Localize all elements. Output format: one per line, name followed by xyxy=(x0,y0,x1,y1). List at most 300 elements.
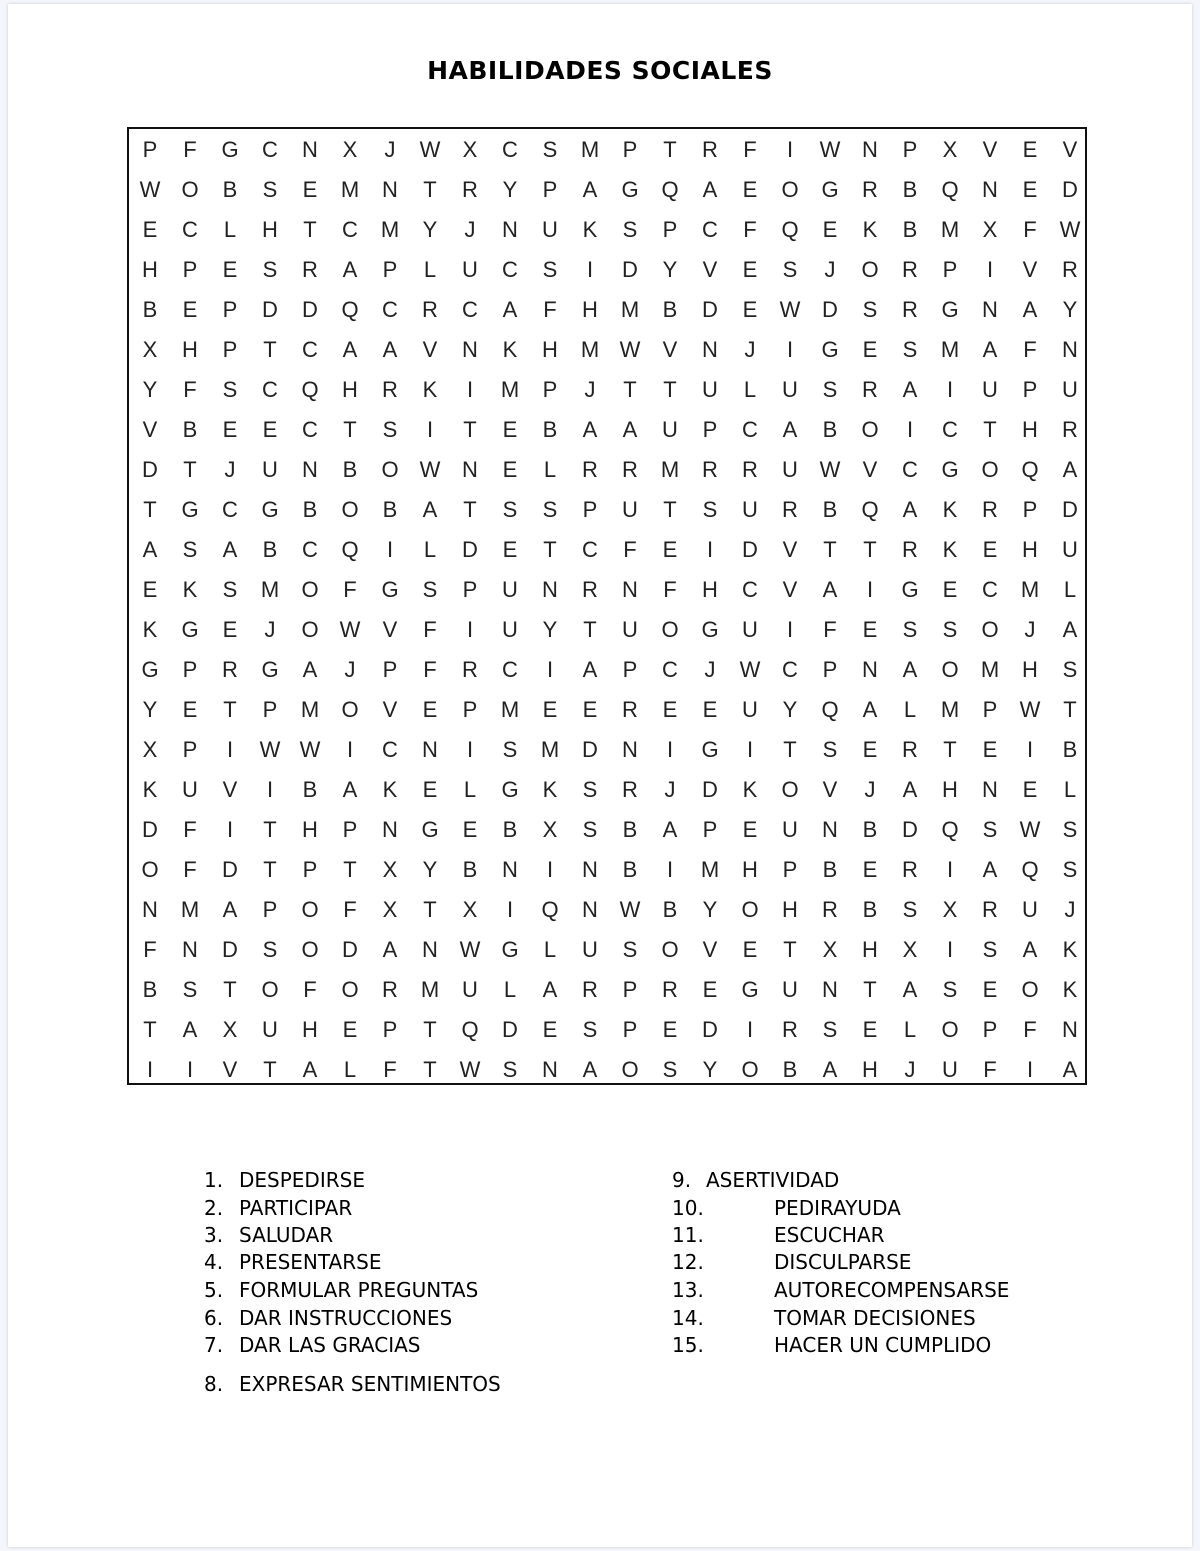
grid-cell: P xyxy=(462,697,478,722)
grid-cell: V xyxy=(222,1057,238,1082)
grid-cell: V xyxy=(222,777,238,802)
word-item: ASERTIVIDAD xyxy=(706,1168,840,1192)
grid-cell: Y xyxy=(782,697,798,722)
grid-cell: O xyxy=(141,857,159,882)
grid-cell: I xyxy=(266,777,274,802)
grid-cell: J xyxy=(224,457,236,482)
grid-cell: S xyxy=(582,1017,598,1042)
grid-cell: O xyxy=(861,257,879,282)
word-number: 5. xyxy=(204,1278,224,1302)
grid-cell: E xyxy=(422,697,438,722)
word-item: TOMAR DECISIONES xyxy=(774,1306,976,1330)
grid-cell: J xyxy=(1024,617,1036,642)
grid-cell: B xyxy=(542,417,558,442)
grid-cell: Y xyxy=(502,177,518,202)
grid-cell: P xyxy=(382,257,398,282)
grid-cell: H xyxy=(1022,657,1038,682)
grid-cell: L xyxy=(1063,577,1077,602)
grid-cell: M xyxy=(940,217,960,242)
grid-cell: S xyxy=(582,817,598,842)
grid-cell: N xyxy=(542,577,558,602)
grid-cell: S xyxy=(182,537,198,562)
grid-cell: L xyxy=(543,457,557,482)
grid-cell: F xyxy=(143,937,157,962)
grid-cell: V xyxy=(782,577,798,602)
grid-cell: X xyxy=(902,937,918,962)
grid-cell: D xyxy=(222,857,238,882)
grid-cell: U xyxy=(262,1017,278,1042)
grid-cell: P xyxy=(582,497,598,522)
grid-cell: K xyxy=(382,777,398,802)
grid-cell: R xyxy=(662,977,678,1002)
word-number: 12. xyxy=(672,1250,704,1274)
grid-cell: M xyxy=(700,857,720,882)
grid-cell: E xyxy=(262,417,278,442)
grid-cell: J xyxy=(824,257,836,282)
grid-cell: C xyxy=(502,657,518,682)
grid-cell: E xyxy=(502,457,518,482)
word-item: PRESENTARSE xyxy=(239,1250,382,1274)
grid-cell: S xyxy=(1062,817,1078,842)
grid-cell: M xyxy=(380,217,400,242)
grid-cell: L xyxy=(903,697,917,722)
grid-cell: I xyxy=(1026,737,1034,762)
grid-cell: L xyxy=(423,537,437,562)
grid-cell: E xyxy=(1022,137,1038,162)
grid-cell: T xyxy=(663,377,677,402)
page-title: HABILIDADES SOCIALES xyxy=(427,56,773,85)
word-item: HACER UN CUMPLIDO xyxy=(774,1333,992,1357)
grid-cell: X xyxy=(142,737,158,762)
grid-cell: C xyxy=(982,577,998,602)
grid-cell: P xyxy=(182,257,198,282)
word-number: 14. xyxy=(672,1306,704,1330)
grid-cell: O xyxy=(981,457,999,482)
grid-cell: T xyxy=(783,737,797,762)
grid-cell: M xyxy=(660,457,680,482)
grid-cell: F xyxy=(663,577,677,602)
grid-cell: D xyxy=(702,297,718,322)
grid-cell: R xyxy=(582,977,598,1002)
grid-cell: F xyxy=(1023,217,1037,242)
grid-cell: E xyxy=(862,1017,878,1042)
grid-cell: I xyxy=(786,617,794,642)
grid-cell: C xyxy=(302,337,318,362)
grid-cell: N xyxy=(862,657,878,682)
grid-cell: G xyxy=(941,457,959,482)
grid-cell: F xyxy=(383,1057,397,1082)
grid-cell: L xyxy=(503,977,517,1002)
grid-cell: U xyxy=(582,937,598,962)
grid-cell: P xyxy=(622,1017,638,1042)
word-item: DESPEDIRSE xyxy=(239,1168,365,1192)
grid-cell: B xyxy=(222,177,238,202)
grid-cell: W xyxy=(619,897,641,922)
grid-cell: N xyxy=(502,217,518,242)
grid-cell: T xyxy=(423,1057,437,1082)
grid-cell: M xyxy=(940,697,960,722)
grid-cell: Y xyxy=(702,897,718,922)
grid-cell: M xyxy=(260,577,280,602)
grid-cell: C xyxy=(382,737,398,762)
grid-cell: R xyxy=(862,377,878,402)
grid-cell: C xyxy=(902,457,918,482)
grid-cell: P xyxy=(262,697,278,722)
grid-cell: B xyxy=(902,217,918,242)
grid-cell: U xyxy=(782,457,798,482)
grid-cell: M xyxy=(300,697,320,722)
grid-cell: V xyxy=(1062,137,1078,162)
grid-cell: K xyxy=(142,777,158,802)
grid-cell: A xyxy=(382,337,398,362)
grid-cell: R xyxy=(982,497,998,522)
grid-cell: L xyxy=(743,377,757,402)
grid-cell: O xyxy=(981,617,999,642)
grid-cell: H xyxy=(702,577,718,602)
grid-cell: R xyxy=(702,457,718,482)
grid-cell: Y xyxy=(422,857,438,882)
grid-cell: E xyxy=(942,577,958,602)
grid-cell: O xyxy=(661,937,679,962)
grid-cell: U xyxy=(502,617,518,642)
grid-cell: S xyxy=(942,977,958,1002)
grid-cell: B xyxy=(342,457,358,482)
grid-cell: B xyxy=(462,857,478,882)
grid-cell: S xyxy=(982,817,998,842)
grid-cell: H xyxy=(262,217,278,242)
grid-cell: U xyxy=(502,577,518,602)
grid-cell: E xyxy=(862,617,878,642)
grid-cell: F xyxy=(183,857,197,882)
word-number: 9. xyxy=(672,1168,692,1192)
grid-cell: A xyxy=(222,897,238,922)
grid-cell: N xyxy=(982,177,998,202)
grid-cell: O xyxy=(381,457,399,482)
grid-cell: R xyxy=(622,457,638,482)
grid-cell: N xyxy=(422,737,438,762)
grid-cell: R xyxy=(622,777,638,802)
grid-cell: F xyxy=(823,617,837,642)
grid-cell: H xyxy=(302,1017,318,1042)
grid-cell: A xyxy=(422,497,438,522)
grid-cell: X xyxy=(942,897,958,922)
grid-cell: O xyxy=(941,1017,959,1042)
grid-cell: E xyxy=(742,817,758,842)
grid-cell: R xyxy=(382,377,398,402)
grid-cell: N xyxy=(1062,337,1078,362)
grid-cell: G xyxy=(741,977,759,1002)
grid-cell: X xyxy=(462,137,478,162)
grid-cell: U xyxy=(782,817,798,842)
grid-cell: E xyxy=(862,857,878,882)
grid-cell: W xyxy=(819,457,841,482)
grid-cell: F xyxy=(183,377,197,402)
word-item: DISCULPARSE xyxy=(774,1250,912,1274)
grid-cell: E xyxy=(702,977,718,1002)
grid-cell: O xyxy=(1021,977,1039,1002)
grid-cell: K xyxy=(422,377,438,402)
grid-cell: G xyxy=(181,497,199,522)
grid-cell: L xyxy=(343,1057,357,1082)
grid-cell: S xyxy=(862,297,878,322)
grid-cell: U xyxy=(982,377,998,402)
grid-cell: A xyxy=(302,1057,318,1082)
grid-cell: W xyxy=(339,617,361,642)
grid-cell: S xyxy=(262,177,278,202)
grid-cell: J xyxy=(264,617,276,642)
grid-cell: S xyxy=(782,257,798,282)
grid-cell: L xyxy=(423,257,437,282)
grid-cell: E xyxy=(222,617,238,642)
grid-cell: B xyxy=(142,977,158,1002)
grid-cell: P xyxy=(622,977,638,1002)
grid-cell: P xyxy=(1022,497,1038,522)
grid-cell: G xyxy=(261,497,279,522)
grid-cell: E xyxy=(1022,777,1038,802)
grid-cell: E xyxy=(742,937,758,962)
grid-cell: A xyxy=(502,297,518,322)
grid-cell: N xyxy=(702,337,718,362)
grid-cell: D xyxy=(742,537,758,562)
grid-cell: Q xyxy=(941,177,959,202)
grid-cell: E xyxy=(142,577,158,602)
grid-cell: E xyxy=(982,537,998,562)
grid-cell: W xyxy=(459,1057,481,1082)
grid-cell: R xyxy=(742,457,758,482)
word-number: 6. xyxy=(204,1306,224,1330)
grid-cell: I xyxy=(466,377,474,402)
grid-cell: N xyxy=(302,457,318,482)
grid-cell: L xyxy=(1063,777,1077,802)
word-number: 1. xyxy=(204,1168,224,1192)
grid-cell: N xyxy=(422,937,438,962)
grid-cell: G xyxy=(141,657,159,682)
grid-cell: P xyxy=(622,657,638,682)
grid-cell: D xyxy=(702,1017,718,1042)
grid-cell: R xyxy=(1062,417,1078,442)
grid-cell: T xyxy=(863,977,877,1002)
grid-cell: T xyxy=(583,617,597,642)
grid-cell: G xyxy=(501,777,519,802)
grid-cell: A xyxy=(902,977,918,1002)
grid-cell: C xyxy=(262,377,278,402)
grid-cell: X xyxy=(982,217,998,242)
grid-cell: V xyxy=(382,697,398,722)
grid-cell: R xyxy=(302,257,318,282)
grid-cell: E xyxy=(422,777,438,802)
grid-cell: R xyxy=(902,857,918,882)
grid-cell: Q xyxy=(301,377,319,402)
grid-cell: S xyxy=(942,617,958,642)
grid-cell: Q xyxy=(541,897,559,922)
grid-cell: J xyxy=(904,1057,916,1082)
grid-cell: I xyxy=(1026,1057,1034,1082)
grid-cell: H xyxy=(1022,417,1038,442)
grid-cell: H xyxy=(742,857,758,882)
grid-cell: B xyxy=(302,777,318,802)
grid-cell: M xyxy=(500,377,520,402)
grid-cell: D xyxy=(302,297,318,322)
word-item: AUTORECOMPENSARSE xyxy=(774,1278,1010,1302)
grid-cell: T xyxy=(263,817,277,842)
grid-cell: X xyxy=(942,137,958,162)
grid-cell: M xyxy=(180,897,200,922)
grid-cell: A xyxy=(582,417,598,442)
grid-cell: J xyxy=(664,777,676,802)
word-search-grid xyxy=(127,127,1087,1085)
grid-cell: C xyxy=(702,217,718,242)
grid-cell: X xyxy=(822,937,838,962)
grid-cell: S xyxy=(622,217,638,242)
grid-cell: G xyxy=(381,577,399,602)
grid-cell: I xyxy=(866,577,874,602)
grid-cell: J xyxy=(344,657,356,682)
grid-cell: T xyxy=(263,1057,277,1082)
grid-cell: J xyxy=(864,777,876,802)
grid-cell: X xyxy=(462,897,478,922)
grid-cell: U xyxy=(782,977,798,1002)
grid-cell: S xyxy=(822,377,838,402)
grid-cell: R xyxy=(982,897,998,922)
grid-cell: E xyxy=(822,217,838,242)
word-number: 8. xyxy=(204,1372,224,1396)
grid-cell: C xyxy=(262,137,278,162)
grid-cell: V xyxy=(662,337,678,362)
grid-cell: B xyxy=(502,817,518,842)
grid-cell: T xyxy=(423,1017,437,1042)
grid-cell: I xyxy=(746,1017,754,1042)
grid-cell: N xyxy=(982,777,998,802)
grid-cell: H xyxy=(1022,537,1038,562)
grid-cell: U xyxy=(742,617,758,642)
grid-cell: S xyxy=(902,897,918,922)
grid-cell: A xyxy=(982,857,998,882)
grid-cell: E xyxy=(582,697,598,722)
grid-cell: F xyxy=(543,297,557,322)
grid-cell: R xyxy=(222,657,238,682)
grid-cell: P xyxy=(822,657,838,682)
grid-cell: R xyxy=(702,137,718,162)
word-item: PEDIRAYUDA xyxy=(774,1196,901,1220)
grid-cell: I xyxy=(666,737,674,762)
word-number: 3. xyxy=(204,1223,224,1247)
grid-cell: T xyxy=(663,137,677,162)
grid-cell: O xyxy=(741,1057,759,1082)
grid-cell: R xyxy=(822,897,838,922)
grid-cell: P xyxy=(702,417,718,442)
grid-cell: R xyxy=(1062,257,1078,282)
grid-cell: E xyxy=(142,217,158,242)
grid-cell: P xyxy=(222,297,238,322)
grid-cell: D xyxy=(502,1017,518,1042)
grid-cell: B xyxy=(662,297,678,322)
grid-cell: N xyxy=(542,1057,558,1082)
grid-cell: V xyxy=(702,937,718,962)
grid-cell: R xyxy=(902,737,918,762)
grid-cell: T xyxy=(463,417,477,442)
grid-cell: T xyxy=(303,217,317,242)
grid-cell: C xyxy=(582,537,598,562)
grid-cell: I xyxy=(386,537,394,562)
grid-cell: T xyxy=(863,537,877,562)
grid-cell: Q xyxy=(1021,857,1039,882)
grid-cell: V xyxy=(422,337,438,362)
grid-cell: C xyxy=(302,537,318,562)
grid-cell: O xyxy=(861,417,879,442)
grid-cell: R xyxy=(782,497,798,522)
grid-cell: M xyxy=(580,137,600,162)
grid-cell: T xyxy=(463,497,477,522)
grid-cell: B xyxy=(622,817,638,842)
grid-cell: U xyxy=(542,217,558,242)
grid-cell: I xyxy=(546,657,554,682)
grid-cell: W xyxy=(739,657,761,682)
grid-cell: N xyxy=(982,297,998,322)
grid-cell: W xyxy=(459,937,481,962)
grid-cell: V xyxy=(702,257,718,282)
grid-cell: A xyxy=(582,177,598,202)
grid-cell: D xyxy=(582,737,598,762)
grid-cell: Q xyxy=(341,537,359,562)
grid-cell: A xyxy=(582,657,598,682)
grid-cell: C xyxy=(502,257,518,282)
grid-cell: E xyxy=(862,737,878,762)
grid-cell: N xyxy=(582,897,598,922)
grid-cell: C xyxy=(782,657,798,682)
grid-cell: S xyxy=(502,1057,518,1082)
grid-cell: K xyxy=(142,617,158,642)
grid-cell: L xyxy=(543,937,557,962)
grid-cell: J xyxy=(744,337,756,362)
word-item: PARTICIPAR xyxy=(239,1196,353,1220)
grid-cell: B xyxy=(902,177,918,202)
grid-cell: V xyxy=(982,137,998,162)
grid-cell: I xyxy=(706,537,714,562)
grid-cell: A xyxy=(582,1057,598,1082)
grid-cell: J xyxy=(464,217,476,242)
grid-cell: Y xyxy=(542,617,558,642)
grid-cell: E xyxy=(742,177,758,202)
grid-cell: A xyxy=(302,657,318,682)
grid-cell: W xyxy=(819,137,841,162)
grid-cell: G xyxy=(501,937,519,962)
grid-cell: N xyxy=(622,577,638,602)
grid-cell: I xyxy=(346,737,354,762)
grid-cell: W xyxy=(1019,697,1041,722)
grid-cell: O xyxy=(621,1057,639,1082)
grid-cell: C xyxy=(502,137,518,162)
grid-cell: F xyxy=(743,217,757,242)
grid-cell: S xyxy=(902,617,918,642)
grid-cell: D xyxy=(142,457,158,482)
grid-cell: M xyxy=(1020,577,1040,602)
grid-cell: Q xyxy=(861,497,879,522)
grid-cell: R xyxy=(462,657,478,682)
grid-cell: E xyxy=(662,537,678,562)
grid-cell: F xyxy=(303,977,317,1002)
grid-cell: A xyxy=(1062,1057,1078,1082)
grid-cell: X xyxy=(542,817,558,842)
grid-cell: M xyxy=(540,737,560,762)
grid-cell: R xyxy=(382,977,398,1002)
grid-cell: P xyxy=(622,137,638,162)
grid-cell: H xyxy=(542,337,558,362)
word-item: DAR LAS GRACIAS xyxy=(239,1333,421,1357)
grid-cell: E xyxy=(702,697,718,722)
word-number: 13. xyxy=(672,1278,704,1302)
grid-cell: U xyxy=(622,497,638,522)
grid-cell: R xyxy=(902,257,918,282)
